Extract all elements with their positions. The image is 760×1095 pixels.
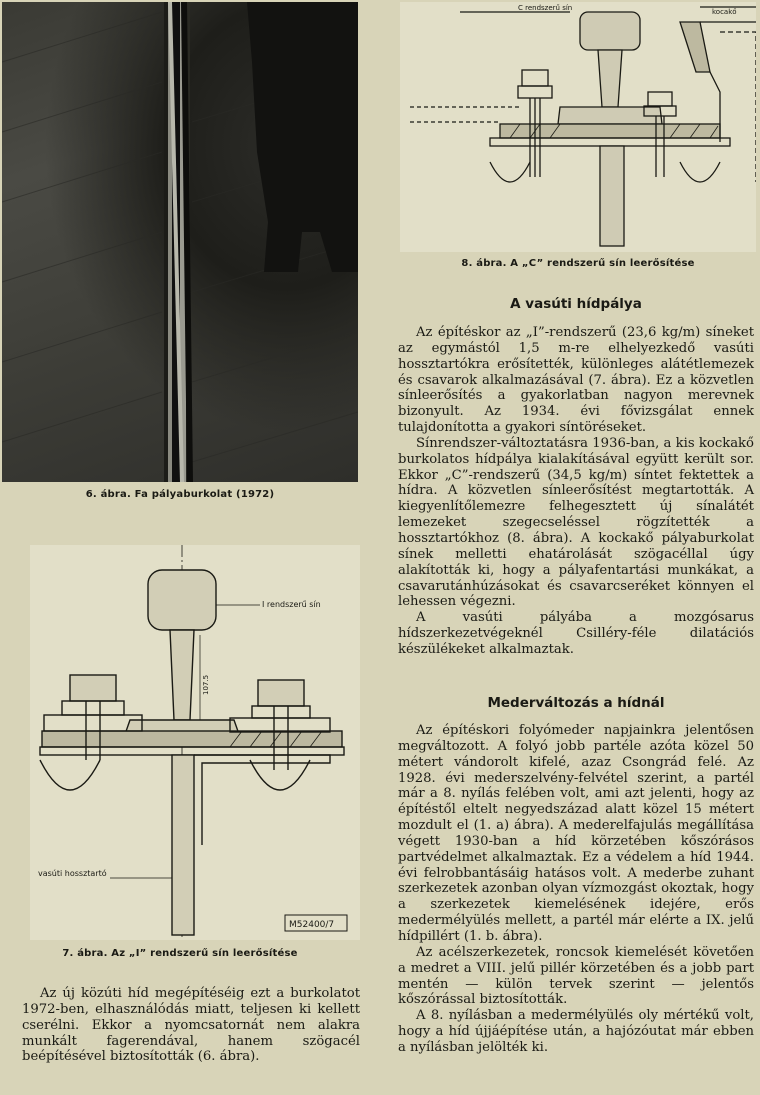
section1-paragraph-2: Sínrendszer-változtatásra 1936-ban, a kis kockakő burkolatos hídpálya kialakításával együtt került sor. Ekkor „C”-rendszerű (34,5 kg/m) síntet fektettek a hídra. A közvetlen sínleerősítést megtartották. A kiegyenlítőlemezre felhegesztett új sínalátét lemezeket szegecseléssel rögzítették a hossztartókhoz (8. ábra). A kockakő pályaburkolat sínek melletti ehatárolását szögacéllal úgy alakították ki, hogy a pályafentartási munkákat, a csavarutánhúzásokat és csavarcseréket könnyen el lehessen végezni. [398,435,754,610]
fig7-label-rail: I rendszerű sín [262,600,321,609]
section2-body [398,723,754,1056]
figure8-svg [400,2,756,252]
fig7-label-girder: vasúti hossztartó [38,869,107,878]
left-column-text [22,986,360,1065]
fig8-rail-head [580,12,640,50]
fig7-rail-head [148,570,216,630]
left-paragraph: Az új közúti híd megépítéséig ezt a burkolatot 1972-ben, elhasználódás miatt, teljesen ki kellett cserélni. Ekkor a nyomcsatornát nem alakra munkált fagerendával, hanem szögacél beépítésével biztosították (6. ábra). [22,986,360,1065]
figure7-caption: 7. ábra. Az „I” rendszerű sín leerősítése [62,948,298,959]
section2-heading: Mederváltozás a hídnál [487,695,665,711]
fig7-stamp: M52400/7 [289,920,335,930]
figure8-drawing [400,2,756,252]
fig8-label-rail: C rendszerű sín [518,4,573,12]
section1-paragraph-1: Az építéskor az „I”-rendszerű (23,6 kg/m) síneket az egymástól 1,5 m-re elhelyezkedő vasúti hossztartókra erősítették, különleges alátétlemezek és csavarok alkalmazásával (7. ábra). Ez a közvetlen sínleerősítés a gyakorlatban nagyon merevnek bizonyult. Az 1934. évi fővizsgálat ennek tulajdonította a gyakori síntöréseket. [398,325,754,436]
figure7-drawing [30,545,360,940]
fig8-label-paving: kocakő [712,8,737,16]
figure6-photo [2,2,358,482]
section1-paragraph-3: A vasúti pályába a mozgósarus hídszerkezetvégeknél Csilléry-féle dilatációs készülékeket alkalmaztak. [398,610,754,657]
figure6-photo-detail [2,2,358,482]
figure8-caption: 8. ábra. A „C” rendszerű sín leerősítése [461,258,695,269]
section2-paragraph-2: Az acélszerkezetek, roncsok kiemelését követően a medret a VIII. jelű pillér körzetében és a jobb part mentén — külön tervek szerint — jelentős kőszórással biztosították. [398,944,754,1008]
section2-paragraph-1: Az építéskori folyómeder napjainkra jelentősen megváltozott. A folyó jobb partéle azóta közel 50 métert vándorolt kifelé, azaz Csongrád felé. Az 1928. évi mederszelvény-felvétel szerint, a partél már a 8. nyílás felében volt, ami azt jelenti, hogy az építéstől eltelt negyedszázad alatt közel 15 métert mozdult el (1. a) ábra). A mederelfajulás megállítása végett 1930-ban a híd körzetében kőszórásos partvédelmet alkalmaztak. Ez a védelem a híd 1944. évi felrobbantásáig hatásos volt. A mederbe zuhant szerkezetek azonban olyan vízmozgást okoztak, hogy a szerkezetek kiemelésének idejére, erős medermélyülés mellett, a partél már elérte a IX. jelű hídpillért (1. b. ábra). [398,723,754,944]
fig7-label-height: 107.5 [202,674,210,695]
section1-heading: A vasúti hídpálya [510,296,642,312]
figure6-caption: 6. ábra. Fa pályaburkolat (1972) [85,489,275,500]
section2-paragraph-3: A 8. nyílásban a medermélyülés oly mértékű volt, hogy a híd újjáépítése után, a hajózóutat már ebben a nyílásban jelölték ki. [398,1008,754,1055]
figure7-svg [30,545,360,940]
section1-body [398,325,754,658]
